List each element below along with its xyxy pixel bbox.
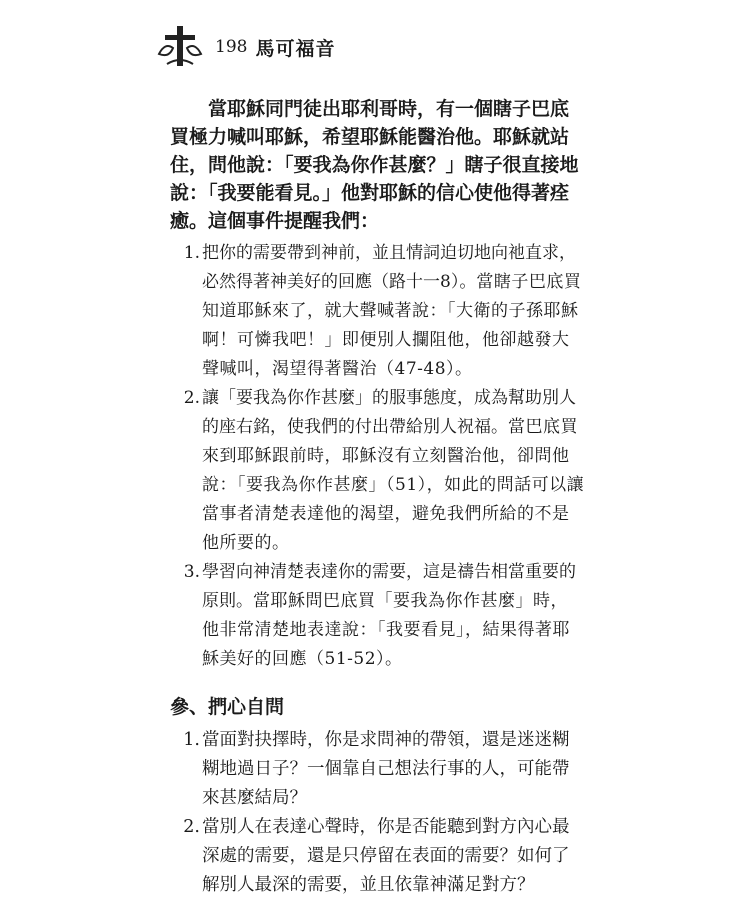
- page-header: [155, 22, 335, 72]
- question-list: [170, 726, 585, 900]
- lesson-body: [202, 384, 585, 558]
- lesson-detail: 當巴底買來到耶穌跟前時，耶穌沒有立刻醫治他，卻問他說：「要我為你作甚麼」（51），如此的問話可以讓當事者清楚表達他的渴望，避免我們所給的不是他所要的。: [202, 417, 585, 553]
- lesson-number: 3.: [183, 562, 200, 582]
- lesson-number: 2.: [183, 388, 200, 408]
- lesson-body: [202, 239, 585, 384]
- cross-logo-icon: [155, 24, 205, 70]
- question-item: [170, 813, 585, 900]
- lesson-lead: 學習向神清楚表達你的需要，這是禱告相當重要的原則。: [202, 562, 576, 611]
- lesson-item: [170, 384, 585, 558]
- lesson-detail: 當耶穌問巴底買「要我為你作甚麼」時，他非常清楚地表達說：「我要看見」，結果得著耶穌美好的回應（51-52）。: [202, 591, 570, 669]
- lesson-body: [202, 558, 585, 674]
- lesson-lead: 把你的需要帶到神前，並且情詞迫切地向祂直求，必然得著神美好的回應（路十一8）。: [202, 243, 576, 292]
- question-text: 當別人在表達心聲時，你是否能聽到對方內心最深處的需要，還是只停留在表面的需要？如何了解別人最深的需要，並且依靠神滿足對方？: [202, 817, 570, 895]
- question-number: 1.: [183, 730, 200, 750]
- lesson-lead: 讓「要我為你作甚麼」的服事態度，成為幫助別人的座右銘，使我們的付出帶給別人祝福。: [202, 388, 576, 437]
- section-heading: 參、捫心自問: [170, 696, 285, 718]
- page-number: 198: [215, 37, 248, 57]
- lesson-number: 1.: [183, 243, 200, 263]
- question-number: 2.: [183, 817, 200, 837]
- book-title: 馬可福音: [255, 37, 336, 60]
- lesson-item: [170, 558, 585, 674]
- lesson-item: [170, 239, 585, 384]
- lesson-detail: 當瞎子巴底買知道耶穌來了，就大聲喊著說：「大衛的子孫耶穌啊！可憐我吧！」即便別人攔阻他，他卻越發大聲喊叫，渴望得著醫治（47-48）。: [202, 272, 582, 379]
- lesson-list: [170, 239, 585, 674]
- page-content: [170, 95, 585, 900]
- intro-paragraph: 當耶穌同門徒出耶利哥時，有一個瞎子巴底買極力喊叫耶穌，希望耶穌能醫治他。耶穌就站住，問他說：「要我為你作甚麼？」瞎子很直接地說：「我要能看見。」他對耶穌的信心使他得著痊癒。這個事件提醒我們：: [170, 98, 579, 232]
- question-item: [170, 726, 585, 813]
- question-text: 當面對抉擇時，你是求問神的帶領，還是迷迷糊糊地過日子？一個靠自己想法行事的人，可能帶來甚麼結局？: [202, 730, 570, 808]
